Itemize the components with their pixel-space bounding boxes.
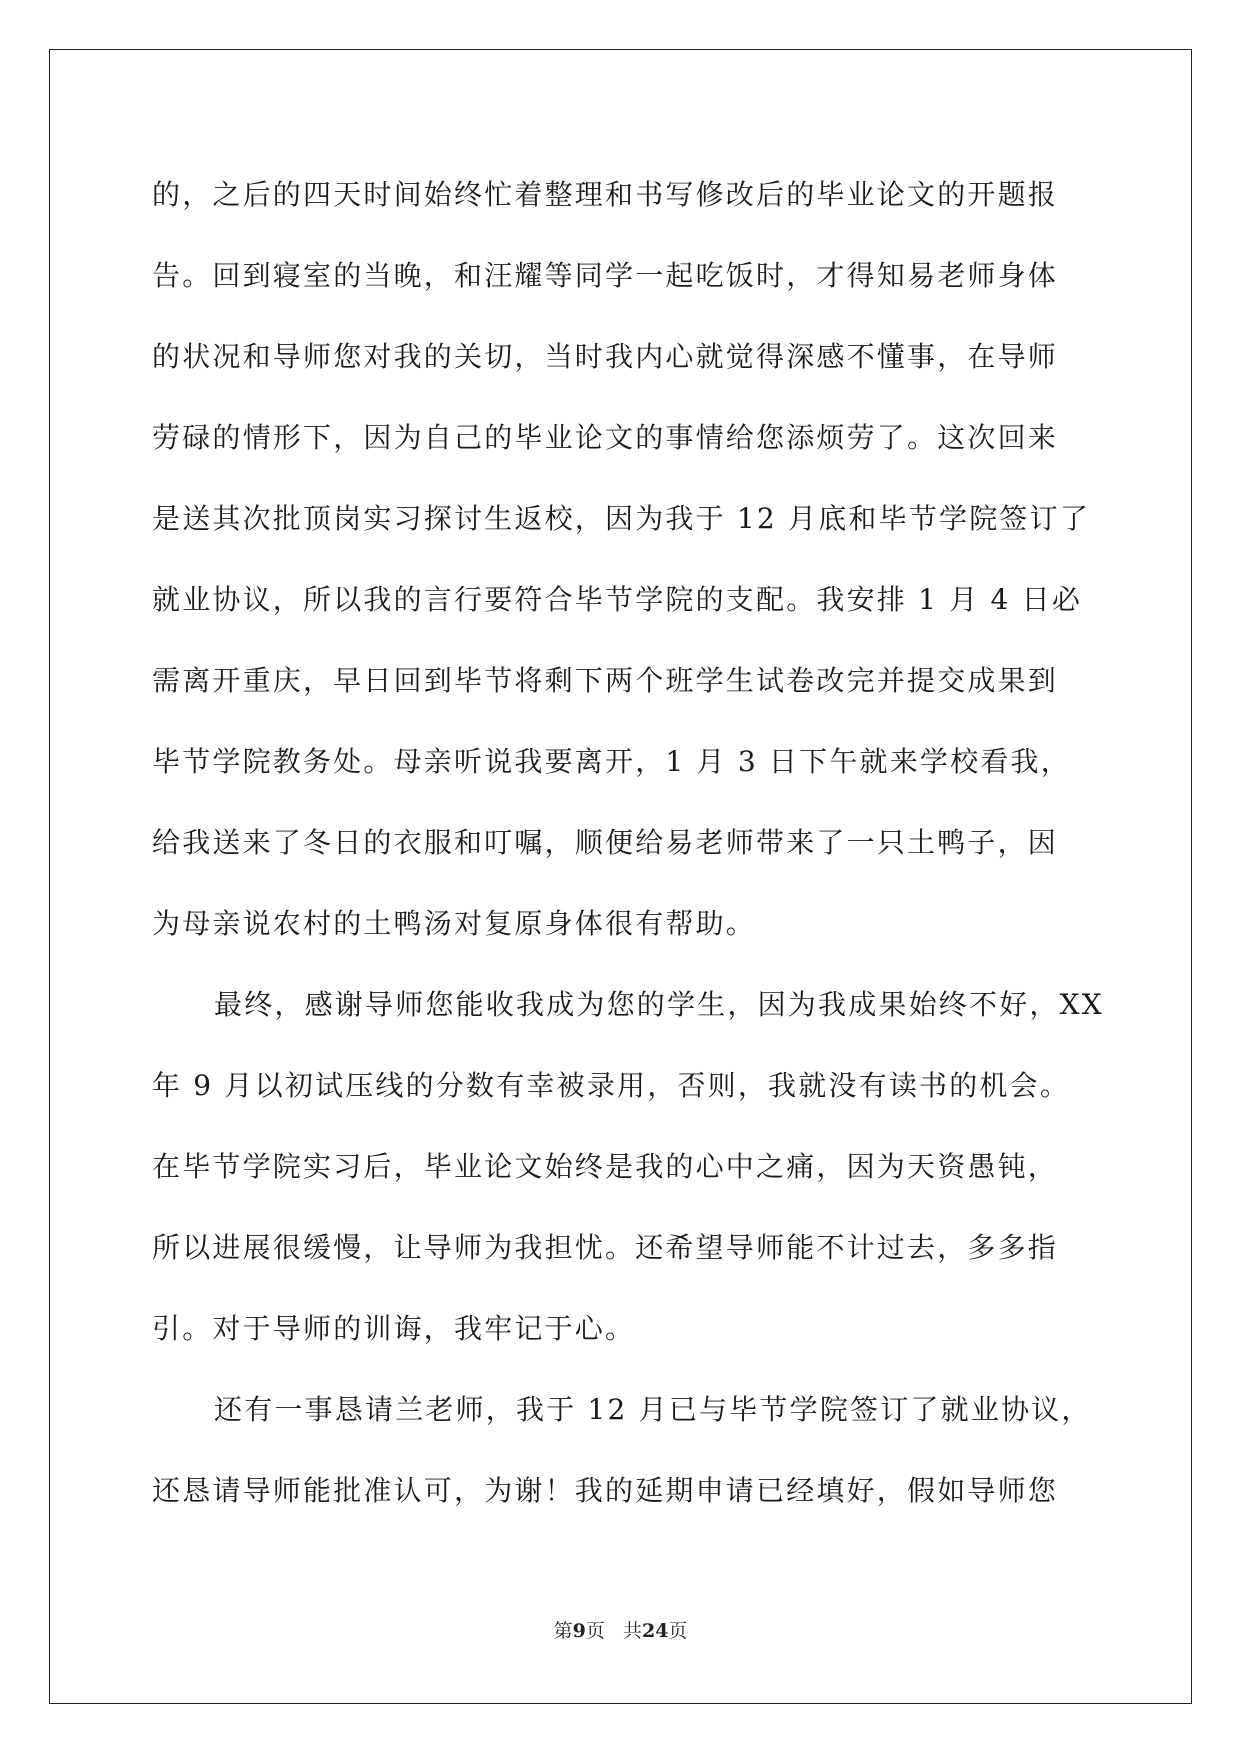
- text-line: 所以进展很缓慢，让导师为我担忧。还希望导师能不计过去，多多指: [152, 1231, 1059, 1264]
- total-pages-prefix: 共: [622, 1620, 642, 1642]
- document-body: [152, 154, 1104, 1531]
- page-number-suffix: 页: [585, 1620, 605, 1642]
- text-line: 给我送来了冬日的衣服和叮嘱，顺便给易老师带来了一只土鸭子，因: [152, 826, 1059, 859]
- page-footer: [0, 1616, 1241, 1643]
- text-line: 年 9 月以初试压线的分数有幸被录用，否则，我就没有读书的机会。: [152, 1069, 1071, 1102]
- text-line: 是送其次批顶岗实习探讨生返校，因为我于 12 月底和毕节学院签订了: [152, 502, 1091, 535]
- text-line: 的，之后的四天时间始终忙着整理和书写修改后的毕业论文的开题报: [152, 178, 1059, 211]
- text-line: 还恳请导师能批准认可，为谢！我的延期申请已经填好，假如导师您: [152, 1474, 1059, 1507]
- page-number-prefix: 第: [553, 1620, 573, 1642]
- paragraph-3: [152, 1369, 1092, 1531]
- text-line: 毕节学院教务处。母亲听说我要离开，1 月 3 日下午就来学校看我，: [152, 745, 1071, 778]
- text-line: 最终，感谢导师您能收我成为您的学生，因为我成果始终不好，XX: [214, 988, 1104, 1021]
- total-pages: 24: [641, 1620, 669, 1642]
- page-number: 9: [572, 1620, 586, 1642]
- paragraph-2: [152, 964, 1104, 1369]
- text-line: 劳碌的情形下，因为自己的毕业论文的事情给您添烦劳了。这次回来: [152, 421, 1059, 454]
- text-line: 就业协议，所以我的言行要符合毕节学院的支配。我安排 1 月 4 日必: [152, 583, 1083, 616]
- text-line: 在毕节学院实习后，毕业论文始终是我的心中之痛，因为天资愚钝，: [152, 1150, 1059, 1183]
- text-line: 需离开重庆，早日回到毕节将剩下两个班学生试卷改完并提交成果到: [152, 664, 1059, 697]
- text-line: 的状况和导师您对我的关切，当时我内心就觉得深感不懂事，在导师: [152, 340, 1059, 373]
- text-line: 告。回到寝室的当晚，和汪耀等同学一起吃饭时，才得知易老师身体: [152, 259, 1059, 292]
- text-line: 为母亲说农村的土鸭汤对复原身体很有帮助。: [152, 907, 757, 940]
- total-pages-suffix: 页: [668, 1620, 688, 1642]
- text-line: 还有一事恳请兰老师，我于 12 月已与毕节学院签订了就业协议，: [214, 1393, 1092, 1426]
- text-line: 引。对于导师的训诲，我牢记于心。: [152, 1312, 636, 1345]
- paragraph-1: [152, 154, 1092, 964]
